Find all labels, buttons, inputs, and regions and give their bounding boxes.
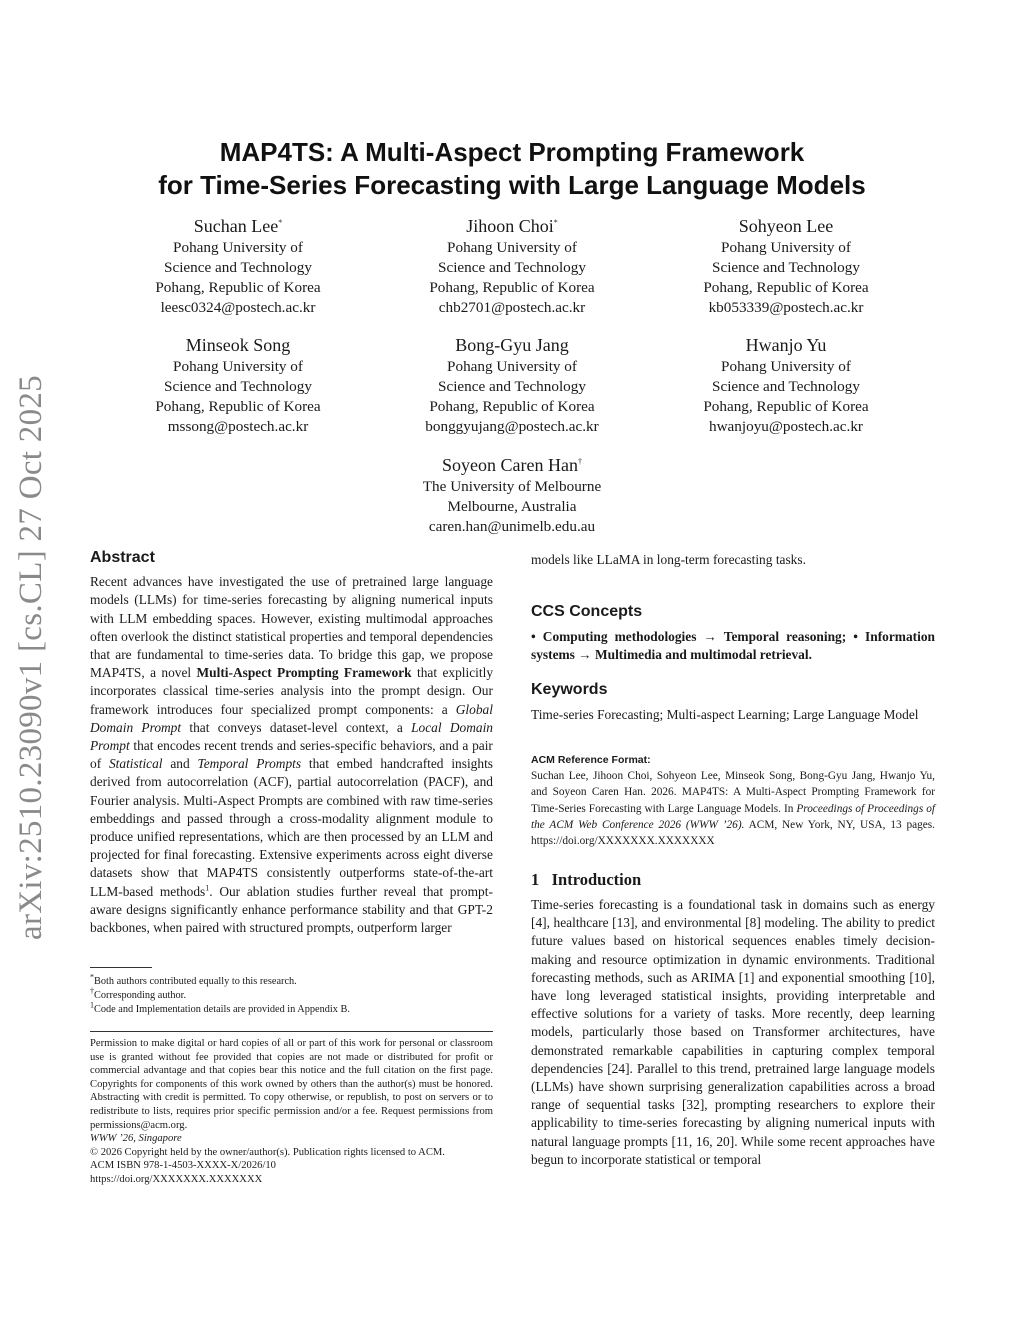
- author-email: leesc0324@postech.ac.kr: [160, 299, 316, 316]
- abstract-body-continued: models like LLaMA in long-term forecasting tasks.: [531, 552, 806, 567]
- copyright-line: © 2026 Copyright held by the owner/author(s). Publication rights licensed to ACM.: [90, 1146, 445, 1158]
- footnote-equal-contribution: Both authors contributed equally to this research.: [94, 976, 297, 987]
- equal-contribution-mark: *: [278, 218, 283, 227]
- permission-notice: Permission to make digital or hard copies of all or part of this work for personal or classroom use is granted without fee provided that copies are not made or distributed for profit or commercial advantage and that copies bear this notice and the full citation on the first page. Copyrights for components of this work owned by others than the author(s) must be honored. Abstracting with credit is permitted. To copy otherwise, or republish, to post on servers or to redistribute to lists, requires prior specific permission and/or a fee. Request permissions from permissions@acm.org.: [90, 1038, 493, 1131]
- title-line-1: MAP4TS: A Multi-Aspect Prompting Framework: [219, 137, 805, 167]
- author-affiliation: Pohang University of: [447, 239, 577, 256]
- keywords-section: [531, 681, 935, 724]
- equal-contribution-mark: *: [553, 218, 558, 227]
- author-affiliation: Pohang University of: [173, 239, 303, 256]
- author-name: Bong-Gyu Jang: [455, 335, 569, 355]
- permission-block: [90, 1037, 493, 1187]
- author-affiliation: Science and Technology: [712, 259, 860, 276]
- author-location: Pohang, Republic of Korea: [429, 398, 595, 415]
- acm-reference: [531, 752, 935, 849]
- arxiv-identifier: arXiv:2510.23090v1 [cs.CL] 27 Oct 2025: [13, 375, 49, 940]
- doi-line: https://doi.org/XXXXXXX.XXXXXXX: [90, 1173, 263, 1185]
- abstract-heading: Abstract: [90, 549, 155, 566]
- author-block: [656, 214, 916, 318]
- abstract-continued: [531, 551, 935, 569]
- author-email: bonggyujang@postech.ac.kr: [425, 418, 599, 435]
- corresponding-author-mark: †: [577, 457, 582, 466]
- acm-reference-heading: ACM Reference Format:: [531, 754, 651, 766]
- author-affiliation: Pohang University of: [721, 358, 851, 375]
- introduction-body: Time-series forecasting is a foundational task in domains such as energy [4], healthcare [13], and environmental [8] modeling. The ability to predict future values based on historical sequences enables timely decision-making and resource optimization in dynamic environments. Traditional forecasting methods, such as ARIMA [1] and exponential smoothing [10], have long leveraged statistical insights, providing interpretable and effective solutions for a variety of tasks. More recently, deep learning models, particularly those based on Transformer architectures, have demonstrated remarkable capabilities in capturing complex temporal dependencies [24]. Parallel to this trend, pretrained large language models (LLMs) have shown surprising generalization capabilities across a broad range of sequential tasks [32], prompting researchers to explore their applicability to time-series forecasting by aligning numerical inputs with natural language prompts [11, 16, 20]. While some recent approaches have begun to incorporate statistical or temporal: [531, 897, 935, 1167]
- author-location: Pohang, Republic of Korea: [429, 279, 595, 296]
- author-name: Suchan Lee: [193, 216, 279, 236]
- author-block: [382, 214, 642, 318]
- introduction-heading: 1 Introduction: [531, 870, 642, 889]
- paper-title: [60, 136, 964, 202]
- author-block: [656, 333, 916, 437]
- author-block: [382, 453, 642, 537]
- keywords-heading: Keywords: [531, 681, 608, 698]
- author-affiliation: Science and Technology: [164, 259, 312, 276]
- author-email: kb053339@postech.ac.kr: [708, 299, 864, 316]
- author-affiliation: Pohang University of: [721, 239, 851, 256]
- author-location: Melbourne, Australia: [447, 498, 577, 515]
- author-block: [108, 333, 368, 437]
- author-name: Hwanjo Yu: [745, 335, 827, 355]
- isbn-line: ACM ISBN 978-1-4503-XXXX-X/2026/10: [90, 1160, 276, 1172]
- abstract-body: Recent advances have investigated the use of pretrained large language models (LLMs) for time-series forecasting by aligning numerical inputs with LLM embedding spaces. However, existing multimodal approaches often overlook the distinct statistical properties and temporal dependencies that are fundamental to time-series data. To bridge this gap, we propose MAP4TS, a novel Multi-Aspect Prompting Framework that explicitly incorporates classical time-series analysis into the prompt design. Our framework introduces four specialized prompt components: a Global Domain Prompt that conveys dataset-level context, a Local Domain Prompt that encodes recent trends and series-specific behaviors, and a pair of Statistical and Temporal Prompts that embed handcrafted insights derived from autocorrelation (ACF), partial autocorrelation (PACF), and Fourier analysis. Multi-Aspect Prompts are combined with raw time-series embeddings and passed through a cross-modality alignment module to produce unified representations, which are then processed by an LLM and projected for final forecasting. Extensive experiments across eight diverse datasets show that MAP4TS consistently outperforms state-of-the-art LLM-based methods$^1$. Our ablation studies further reveal that prompt-aware designs significantly enhance performance stability and that GPT-2 backbones, when paired with structured prompts, outperform larger: [90, 574, 494, 936]
- author-location: Pohang, Republic of Korea: [155, 279, 321, 296]
- author-affiliation: Science and Technology: [712, 378, 860, 395]
- footnote-divider: [90, 967, 152, 968]
- author-affiliation: Pohang University of: [173, 358, 303, 375]
- author-email: caren.han@unimelb.edu.au: [428, 518, 596, 535]
- title-line-2: for Time-Series Forecasting with Large Language Models: [158, 170, 866, 200]
- author-block: [108, 214, 368, 318]
- footnotes: *Both authors contributed equally to this research. †Corresponding author. $^1$Code and Implementation details are provided in Appendix B.: [90, 972, 350, 1015]
- author-name: Minseok Song: [185, 335, 291, 355]
- ccs-section: [531, 603, 935, 664]
- author-affiliation: Science and Technology: [438, 378, 586, 395]
- footnote-code: Code and Implementation details are provided in Appendix B.: [94, 1004, 350, 1015]
- introduction-section: [531, 870, 935, 1169]
- permission-divider: [90, 1031, 493, 1032]
- author-email: chb2701@postech.ac.kr: [438, 299, 586, 316]
- venue: WWW ’26, Singapore: [90, 1133, 182, 1145]
- author-location: Pohang, Republic of Korea: [155, 398, 321, 415]
- ccs-concepts: • Computing methodologies → Temporal reasoning; • Information systems → Multimedia and multimodal retrieval.: [531, 629, 935, 663]
- author-email: hwanjoyu@postech.ac.kr: [708, 418, 863, 435]
- author-affiliation: Pohang University of: [447, 358, 577, 375]
- author-email: mssong@postech.ac.kr: [167, 418, 309, 435]
- author-name: Sohyeon Lee: [738, 216, 834, 236]
- acm-reference-text: Suchan Lee, Jihoon Choi, Sohyeon Lee, Minseok Song, Bong-Gyu Jang, Hwanjo Yu, and Soyeon Caren Han. 2026. MAP4TS: A Multi-Aspect Prompting Framework for Time-Series Forecasting with Large Language Models. In Proceedings of Proceedings of the ACM Web Conference 2026 (WWW ’26). ACM, New York, NY, USA, 13 pages. https://doi.org/XXXXXXX.XXXXXXX: [531, 770, 935, 848]
- author-block: [382, 333, 642, 437]
- author-location: Pohang, Republic of Korea: [703, 398, 869, 415]
- keywords-text: Time-series Forecasting; Multi-aspect Learning; Large Language Model: [531, 707, 919, 722]
- left-column: [90, 549, 493, 937]
- author-affiliation: The University of Melbourne: [422, 478, 602, 495]
- author-affiliation: Science and Technology: [438, 259, 586, 276]
- author-name: Jihoon Choi: [466, 216, 554, 236]
- author-affiliation: Science and Technology: [164, 378, 312, 395]
- ccs-heading: CCS Concepts: [531, 603, 643, 620]
- author-location: Pohang, Republic of Korea: [703, 279, 869, 296]
- author-name: Soyeon Caren Han: [442, 455, 578, 475]
- footnote-corresponding: Corresponding author.: [94, 990, 187, 1001]
